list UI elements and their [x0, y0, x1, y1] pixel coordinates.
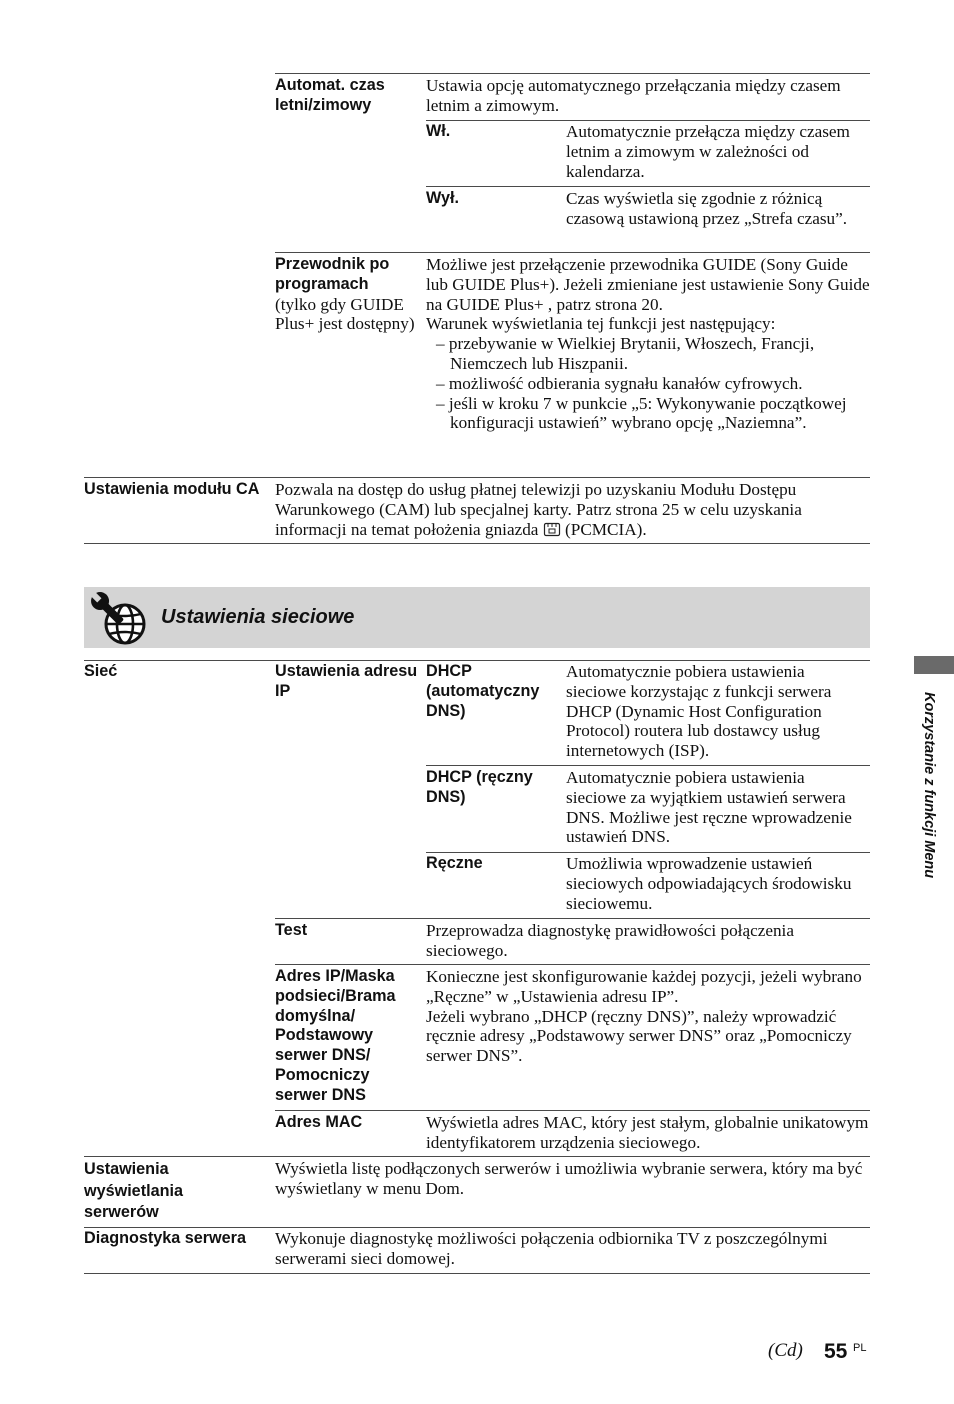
test-label: Test [275, 921, 308, 939]
chapter-tab-text: Korzystanie z funkcji Menu [921, 692, 937, 879]
guide-desc: Możliwe jest przełączenie przewodnika GUIDE (Sony Guide lub GUIDE Plus+). Jeżeli zmieniane jest ustawienie Sony Guide na GUIDE Plus+ , patrz strona 20. [426, 255, 870, 314]
continued-marker: (Cd) [768, 1340, 803, 1361]
server-diagnostics-label: Diagnostyka serwera [84, 1229, 246, 1247]
pcmcia-slot-icon [543, 522, 561, 537]
dhcp-manual-desc: Automatycznie pobiera ustawienia sieciowe za wyjątkiem ustawień serwera DNS. Możliwe jest ręczne wprowadzenie ustawień DNS. [566, 768, 852, 847]
manual-desc: Umożliwia wprowadzenie ustawień sieciowych odpowiadających środowisku sieciowemu. [566, 854, 852, 913]
ca-desc [275, 480, 870, 539]
auto-dst-on-desc: Automatycznie przełącza między czasem letnim a zimowym w zależności od kalendarza. [566, 122, 850, 181]
dhcp-auto-desc: Automatycznie pobiera ustawienia sieciowe korzystając z funkcji serwera DHCP (Dynamic Host Configuration Protocol) routera lub dostawcy usług internetowych (ISP). [566, 662, 832, 761]
page-number: 55 [824, 1340, 848, 1363]
test-desc: Przeprowadza diagnostykę prawidłowości połączenia sieciowego. [426, 921, 794, 960]
chapter-tab-marker [914, 656, 954, 674]
auto-dst-desc: Ustawia opcję automatycznego przełączania między czasem letnim a zimowym. [426, 76, 841, 115]
ca-desc-text: Pozwala na dostęp do usług płatnej telewizji po uzyskaniu Modułu Dostępu Warunkowego (CAM) lub specjalnej karty. Patrz strona 25 w celu uzyskania informacji na temat położenia gniazda [275, 480, 802, 539]
servers-display-label: Ustawienia wyświetlania serwerów [84, 1160, 183, 1221]
mac-label: Adres MAC [275, 1113, 363, 1131]
guide-cond-intro: Warunek wyświetlania tej funkcji jest następujący: [426, 314, 776, 334]
address-fields-desc-1: Konieczne jest skonfigurowanie każdej pozycji, jeżeli wybrano „Ręczne” w „Ustawienia adresu IP”. [426, 967, 862, 1006]
ip-settings-label: Ustawienia adresu IP [275, 662, 418, 700]
ca-label: Ustawienia modułu CA [84, 480, 260, 498]
section-title: Ustawienia sieciowe [161, 606, 355, 628]
auto-dst-off-label: Wył. [426, 189, 459, 207]
guide-desc-block [426, 255, 870, 433]
auto-dst-on-label: Wł. [426, 122, 451, 140]
dhcp-auto-label: DHCP (automatyczny DNS) [426, 662, 540, 720]
manual-label: Ręczne [426, 854, 483, 872]
guide-label-block [275, 255, 421, 334]
guide-condition-3: – jeśli w kroku 7 w punkcie „5: Wykonywanie początkowej konfiguracji ustawień” wybrano opcję „Naziemna”. [436, 393, 847, 433]
network-label: Sieć [84, 662, 118, 680]
dhcp-manual-label: DHCP (ręczny DNS) [426, 768, 533, 806]
guide-label: Przewodnik po programach [275, 255, 390, 293]
address-fields-label: Adres IP/Maska podsieci/Brama domyślna/ Podstawowy serwer DNS/ Pomocniczy serwer DNS [275, 967, 396, 1104]
server-diagnostics-desc: Wykonuje diagnostykę możliwości połączenia odbiornika TV z poszczególnymi serwerami sieci domowej. [275, 1229, 828, 1268]
auto-dst-off-desc: Czas wyświetla się zgodnie z różnicą czasową ustawioną przez „Strefa czasu”. [566, 189, 848, 228]
chapter-tab-label [914, 692, 940, 922]
ca-desc-suffix: (PCMCIA). [565, 519, 647, 539]
address-fields-desc [426, 967, 870, 1066]
guide-condition-1: – przebywanie w Wielkiej Brytanii, Włoszech, Francji, Niemczech lub Hiszpanii. [436, 334, 815, 373]
network-settings-icon [88, 589, 150, 649]
guide-condition-2: – możliwość odbierania sygnału kanałów cyfrowych. [436, 373, 803, 393]
address-fields-desc-2: Jeżeli wybrano „DHCP (ręczny DNS)”, należy wprowadzić ręcznie adresy „Podstawowy serwer DNS” oraz „Pomocniczy serwer DNS”. [426, 1006, 852, 1066]
guide-label-note: (tylko gdy GUIDE Plus+ jest dostępny) [275, 294, 415, 334]
auto-dst-label: Automat. czas letni/zimowy [275, 76, 385, 114]
language-code: PL [853, 1342, 867, 1354]
servers-display-desc: Wyświetla listę podłączonych serwerów i umożliwia wybranie serwera, który ma być wyświetlany w menu Dom. [275, 1159, 863, 1198]
mac-desc: Wyświetla adres MAC, który jest stałym, globalnie unikatowym identyfikatorem urządzenia sieciowego. [426, 1113, 869, 1152]
